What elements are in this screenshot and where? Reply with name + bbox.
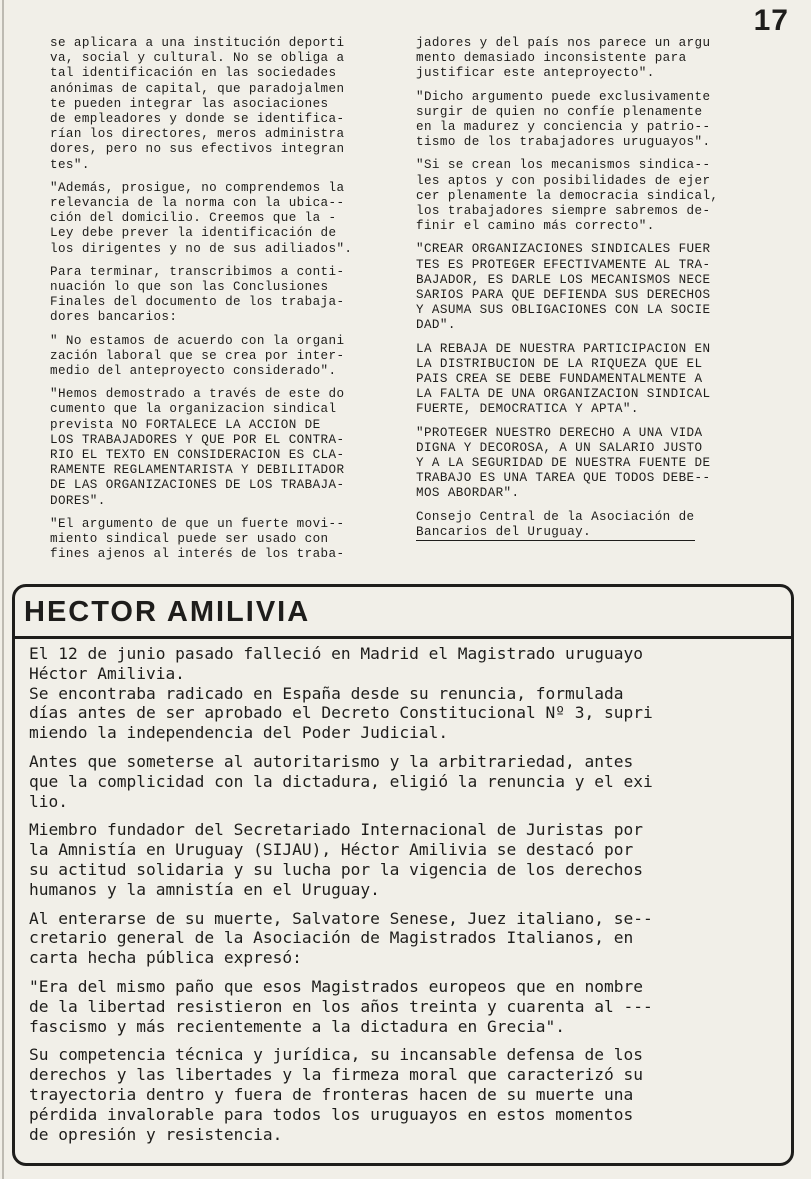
left-paragraph-5: "Hemos demostrado a través de este do cumento que la organizacion sindical prevista NO FORTALECE LA ACCION DE LOS TRABAJADORES Y QUE POR EL CONTRA- RIO EL TEXTO EN CONSIDERACION ES CLA- RAMENTE REGLAMENTARISTA Y DEBILITADOR DE LAS ORGANIZACIONES DE LOS TRABAJA- DORES". xyxy=(50,387,345,508)
title-divider xyxy=(14,636,794,639)
obituary-title: HECTOR AMILIVIA xyxy=(24,596,311,628)
right-paragraph-3: "Si se crean los mecanismos sindica-- les aptos y con posibilidades de ejer cer plenamente la democracia sindical, los trabajadores siempre sabremos de- finir el camino más correcto". xyxy=(416,158,719,234)
obituary-paragraph-4: Al enterarse de su muerte, Salvatore Senese, Juez italiano, se-- cretario general de la Asociación de Magistrados Italianos, en carta hecha pública expresó: xyxy=(29,908,653,968)
right-paragraph-5: LA REBAJA DE NUESTRA PARTICIPACION EN LA DISTRIBUCION DE LA RIQUEZA QUE EL PAIS CREA SE DEBE FUNDAMENTALMENTE A LA FALTA DE UNA ORGANIZACION SINDICAL FUERTE, DEMOCRATICA Y APTA". xyxy=(416,341,711,417)
obituary-paragraph-1: El 12 de junio pasado falleció en Madrid el Magistrado uruguayo Héctor Amilivia. Se encontraba radicado en España desde su renuncia, formulada días antes de ser aprobado el Decreto Constitucional Nº 3, supri miendo la independencia del Poder Judicial. xyxy=(29,644,653,743)
obituary-paragraph-6: Su competencia técnica y jurídica, su incansable defensa de los derechos y las libertades y la firmeza moral que caracterizó su trayectoria dentro y fuera de fronteras hacen de su muerte una pérdida invalorable para todos los uruguayos en estos momentos de opresión y resistencia. xyxy=(29,1045,643,1144)
left-paragraph-3: Para terminar, transcribimos a conti- nuación lo que son las Conclusiones Finales del documento de los trabaja- dores bancarios: xyxy=(50,264,345,325)
left-paragraph-1: se aplicara a una institución deporti va, social y cultural. No se obliga a tal identificación en las sociedades anónimas de capital, que paradojalmen te pueden integrar las asociaciones de empleadores y donde se identifica- rían los directores, meros administra dores, pero no sus efectivos integran tes". xyxy=(50,36,345,172)
obituary-paragraph-3: Miembro fundador del Secretariado Internacional de Juristas por la Amnistía en Uruguay (SIJAU), Héctor Amilivia se destacó por su actitud solidaria y su lucha por la vigencia de los derechos humanos y la amnistía en el Uruguay. xyxy=(29,820,643,899)
left-paragraph-2: "Además, prosigue, no comprendemos la relevancia de la norma con la ubica-- ción del domicilio. Creemos que la - Ley debe prever la identificación de los dirigentes y no de sus adiliados". xyxy=(50,180,353,256)
right-paragraph-1: jadores y del país nos parece un argu mento demasiado inconsistente para justificar este anteproyecto". xyxy=(416,36,711,81)
page-margin-line xyxy=(2,0,4,1179)
signature: Consejo Central de la Asociación de Bancarios del Uruguay. xyxy=(416,510,695,541)
right-paragraph-6: "PROTEGER NUESTRO DERECHO A UNA VIDA DIGNA Y DECOROSA, A UN SALARIO JUSTO Y A LA SEGURIDAD DE NUESTRA FUENTE DE TRABAJO ES UNA TAREA QUE TODOS DEBE-- MOS ABORDAR". xyxy=(416,425,711,501)
left-paragraph-4: " No estamos de acuerdo con la organi zación laboral que se crea por inter- medio del anteproyecto considerado". xyxy=(50,333,345,379)
right-paragraph-4: "CREAR ORGANIZACIONES SINDICALES FUER TES ES PROTEGER EFECTIVAMENTE AL TRA- BAJADOR, ES DARLE LOS MECANISMOS NECE SARIOS PARA QUE DEFIENDA SUS DERECHOS Y ASUMA SUS OBLIGACIONES CON LA SOCIE DAD". xyxy=(416,242,711,333)
obituary-paragraph-2: Antes que someterse al autoritarismo y la arbitrariedad, antes que la complicidad con la dictadura, eligió la renuncia y el exi lio. xyxy=(29,751,653,811)
obituary-paragraph-5: "Era del mismo paño que esos Magistrados europeos que en nombre de la libertad resistieron en los años treinta y cuarenta al --- fascismo y más recientemente a la dictadura en Grecia". xyxy=(29,976,653,1036)
right-column xyxy=(416,36,761,549)
left-paragraph-6: "El argumento de que un fuerte movi-- miento sindical puede ser usado con fines ajenos al interés de los traba- xyxy=(50,516,345,562)
left-column xyxy=(50,36,395,571)
page-number: 17 xyxy=(753,4,789,37)
right-paragraph-2: "Dicho argumento puede exclusivamente surgir de quien no confíe plenamente en la madurez y conciencia y patrio-- tismo de los trabajadores uruguayos". xyxy=(416,89,711,150)
obituary-body xyxy=(29,644,794,1153)
